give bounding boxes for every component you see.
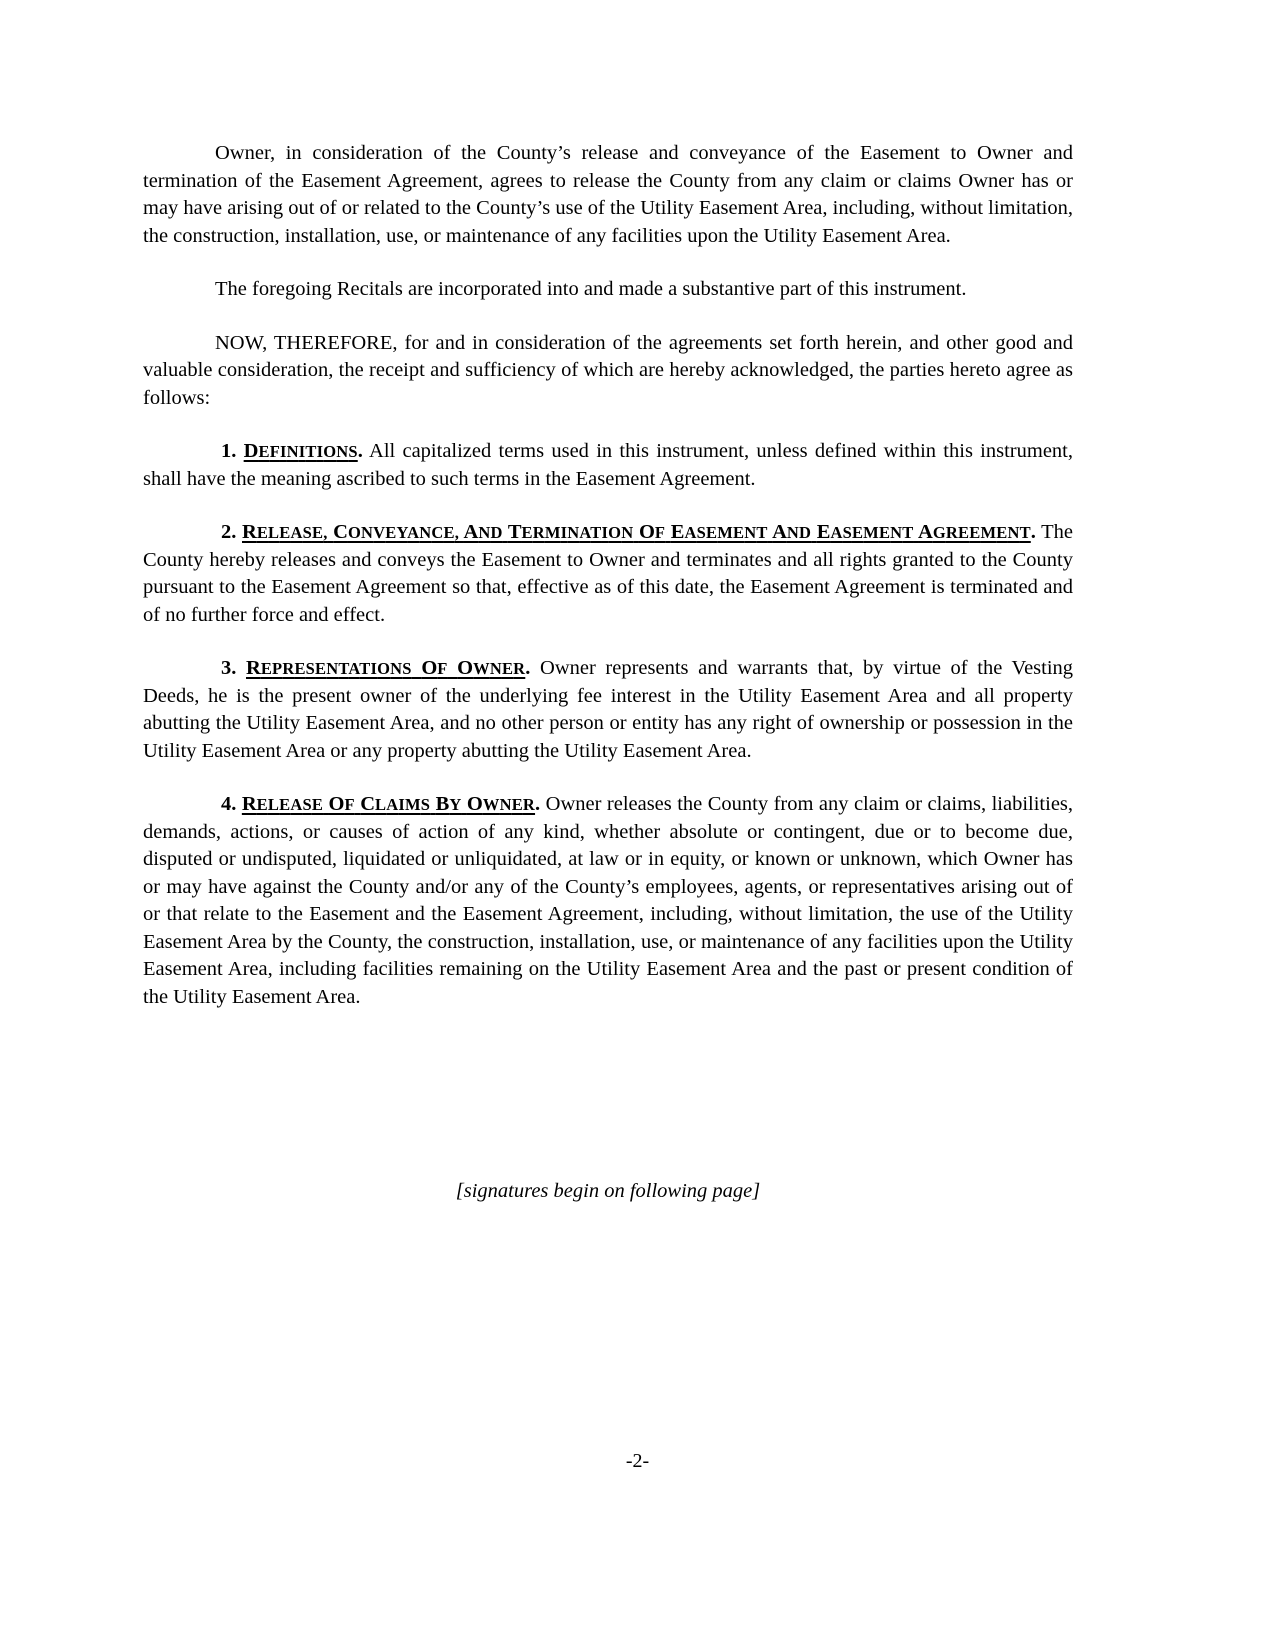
section-heading: RELEASE OF CLAIMS BY OWNER <box>241 793 536 815</box>
page-number-footer <box>0 1450 1275 1473</box>
paragraph-text: Owner, in consideration of the County’s release and conveyance of the Easement to Owner and termination of the Easement Agreement, agrees to release the County from any claim or claims Owner has or may have arising out of or related to the County’s use of the Utility Easement Area, including, without limitation, the construction, installation, use, or maintenance of any facilities upon the Utility Easement Area. <box>143 142 1073 247</box>
section-2-release-conveyance-termination <box>143 519 1073 629</box>
section-heading-period: . <box>357 440 363 462</box>
section-heading-period: . <box>1030 521 1036 543</box>
paragraph-text: The foregoing Recitals are incorporated into and made a substantive part of this instrument. <box>215 278 967 300</box>
paragraph-release-recital <box>143 140 1073 250</box>
section-heading-period: . <box>535 793 541 815</box>
paragraph-text: NOW, THEREFORE, for and in consideration of the agreements set forth herein, and other good and valuable consideration, the receipt and sufficiency of which are hereby acknowledged, the parties hereto agree as follows: <box>143 331 1073 409</box>
section-body: All capitalized terms used in this instrument, unless defined within this instrument, shall have the meaning ascribed to such terms in the Easement Agreement. <box>143 440 1073 490</box>
signature-note-text: [signatures begin on following page] <box>455 1180 761 1202</box>
page-number: -2- <box>625 1450 650 1472</box>
paragraph-recitals-incorporated <box>143 276 1073 304</box>
section-1-definitions <box>143 438 1073 493</box>
section-body: The County hereby releases and conveys the Easement to Owner and terminates and all rights granted to the County pursuant to the Easement Agreement so that, effective as of this date, the Easement Agreement is terminated and of no further force and effect. <box>143 521 1074 626</box>
document-body <box>143 140 1074 1202</box>
section-heading: REPRESENTATIONS OF OWNER <box>246 657 526 679</box>
section-heading: DEFINITIONS <box>243 440 358 462</box>
section-number: 3. <box>221 657 237 679</box>
section-body: Owner represents and warrants that, by virtue of the Vesting Deeds, he is the present owner of the underlying fee interest in the Utility Easement Area and all property abutting the Utility Easement Area, and no other person or entity has any right of ownership or possession in the Utility Easement Area or any property abutting the Utility Easement Area. <box>143 657 1074 762</box>
section-number: 1. <box>221 440 237 462</box>
section-number: 2. <box>221 521 237 543</box>
paragraph-now-therefore <box>143 330 1073 413</box>
section-number: 4. <box>221 793 237 815</box>
signature-continuation-note <box>143 1180 1073 1203</box>
section-heading: RELEASE, CONVEYANCE, AND TERMINATION OF EASEMENT AND EASEMENT AGREEMENT <box>242 521 1031 543</box>
section-heading-period: . <box>525 657 531 679</box>
section-body: Owner releases the County from any claim or claims, liabilities, demands, actions, or causes of action of any kind, whether absolute or contingent, due or to become due, disputed or undisputed, liquidated or unliquidated, at law or in equity, or known or unknown, which Owner has or may have against the County and/or any of the County’s employees, agents, or representatives arising out of or that relate to the Easement and the Easement Agreement, including, without limitation, the use of the Utility Easement Area by the County, the construction, installation, use, or maintenance of any facilities upon the Utility Easement Area, including facilities remaining on the Utility Easement Area and the past or present condition of the Utility Easement Area. <box>143 793 1074 1008</box>
section-3-representations-of-owner <box>143 655 1073 765</box>
section-4-release-of-claims-by-owner <box>143 791 1073 1011</box>
